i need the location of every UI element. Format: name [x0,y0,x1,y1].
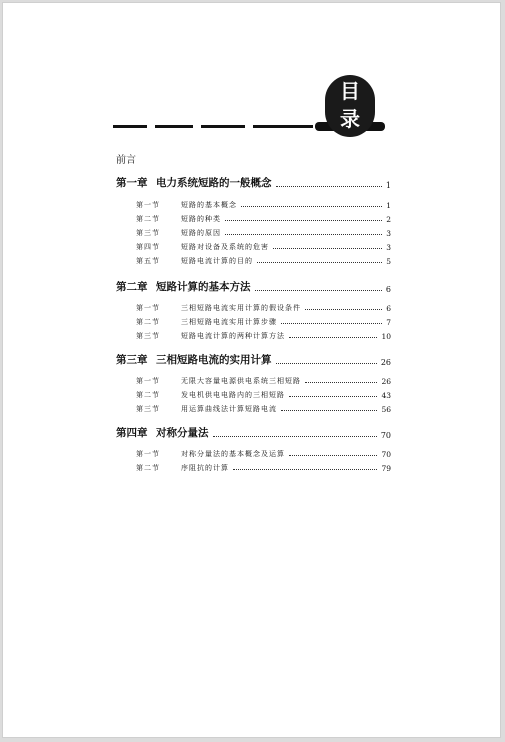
page-number: 26 [381,377,391,386]
chapter-title: 短路计算的基本方法 [156,281,251,293]
page-number: 6 [386,304,391,313]
section-title: 短路的种类 [181,215,221,223]
leader-dots [276,362,377,364]
leader-dots [281,409,377,411]
chapter-title: 对称分量法 [156,427,209,439]
page-number: 5 [386,257,391,266]
leader-dots [255,289,382,291]
leader-dots [225,233,382,235]
section-label: 第一节 [136,304,160,312]
section-entry[interactable] [136,331,391,341]
document-page [2,2,501,738]
page-number: 3 [386,243,391,252]
leader-dots [257,261,382,263]
page-number: 56 [381,405,391,414]
heading-char-1: 目 [340,79,360,103]
leader-dots [281,322,382,324]
section-label: 第三节 [136,229,160,237]
section-title: 用运算曲线法计算短路电流 [181,405,277,413]
page-number: 70 [381,450,391,459]
chapter-title: 电力系统短路的一般概念 [156,177,272,189]
section-entry[interactable] [136,242,391,252]
section-label: 第二节 [136,391,160,399]
section-label: 第二节 [136,215,160,223]
section-entry[interactable] [136,463,391,473]
section-entry[interactable] [136,214,391,224]
section-entry[interactable] [136,317,391,327]
section-label: 第一节 [136,377,160,385]
page-number: 70 [380,431,391,440]
section-entry[interactable] [136,390,391,400]
chapter-label: 第二章 [116,281,148,293]
section-entry[interactable] [136,449,391,459]
header-rule-segment [201,125,245,128]
section-title: 对称分量法的基本概念及运算 [181,450,285,458]
section-entry[interactable] [136,200,391,210]
section-title: 短路电流计算的两种计算方法 [181,332,285,340]
leader-dots [289,395,377,397]
page-number: 7 [386,318,391,327]
page-number: 1 [385,181,391,190]
section-label: 第四节 [136,243,160,251]
section-label: 第三节 [136,405,160,413]
chapter-entry-2[interactable] [116,279,391,294]
header-rule-segment [253,125,313,128]
section-title: 短路的基本概念 [181,201,237,209]
chapter-entry-1[interactable] [116,175,391,190]
preface-entry[interactable]: 前言 [116,155,136,166]
chapter-entry-4[interactable] [116,425,391,440]
section-title: 三相短路电流实用计算步骤 [181,318,277,326]
chapter-title: 三相短路电流的实用计算 [156,354,272,366]
contents-heading-badge [325,75,375,137]
leader-dots [305,381,377,383]
leader-dots [276,185,382,187]
section-title: 序阻抗的计算 [181,464,229,472]
section-title: 短路对设备及系统的危害 [181,243,269,251]
page-number: 6 [385,285,391,294]
section-title: 无限大容量电源供电系统三相短路 [181,377,301,385]
section-label: 第一节 [136,201,160,209]
page-number: 3 [386,229,391,238]
page-number: 43 [381,391,391,400]
section-entry[interactable] [136,303,391,313]
chapter-label: 第一章 [116,177,148,189]
leader-dots [213,435,377,437]
section-label: 第一节 [136,450,160,458]
section-label: 第五节 [136,257,160,265]
section-title: 发电机供电电路内的三相短路 [181,391,285,399]
heading-char-2: 录 [340,107,360,131]
chapter-entry-3[interactable] [116,352,391,367]
section-label: 第三节 [136,332,160,340]
section-entry[interactable] [136,376,391,386]
section-entry[interactable] [136,228,391,238]
leader-dots [233,468,377,470]
page-number: 26 [380,358,391,367]
chapter-label: 第四章 [116,427,148,439]
page-number: 2 [386,215,391,224]
header-rule-segment [155,125,193,128]
leader-dots [241,205,382,207]
section-entry[interactable] [136,256,391,266]
section-title: 短路的原因 [181,229,221,237]
page-number: 10 [381,332,391,341]
leader-dots [289,454,377,456]
section-entry[interactable] [136,404,391,414]
section-title: 三相短路电流实用计算的假设条件 [181,304,301,312]
section-label: 第二节 [136,464,160,472]
leader-dots [225,219,382,221]
leader-dots [273,247,382,249]
chapter-label: 第三章 [116,354,148,366]
section-label: 第二节 [136,318,160,326]
page-number: 1 [386,201,391,210]
leader-dots [289,336,377,338]
section-title: 短路电流计算的目的 [181,257,253,265]
header-rule-segment [113,125,147,128]
page-number: 79 [381,464,391,473]
leader-dots [305,308,382,310]
